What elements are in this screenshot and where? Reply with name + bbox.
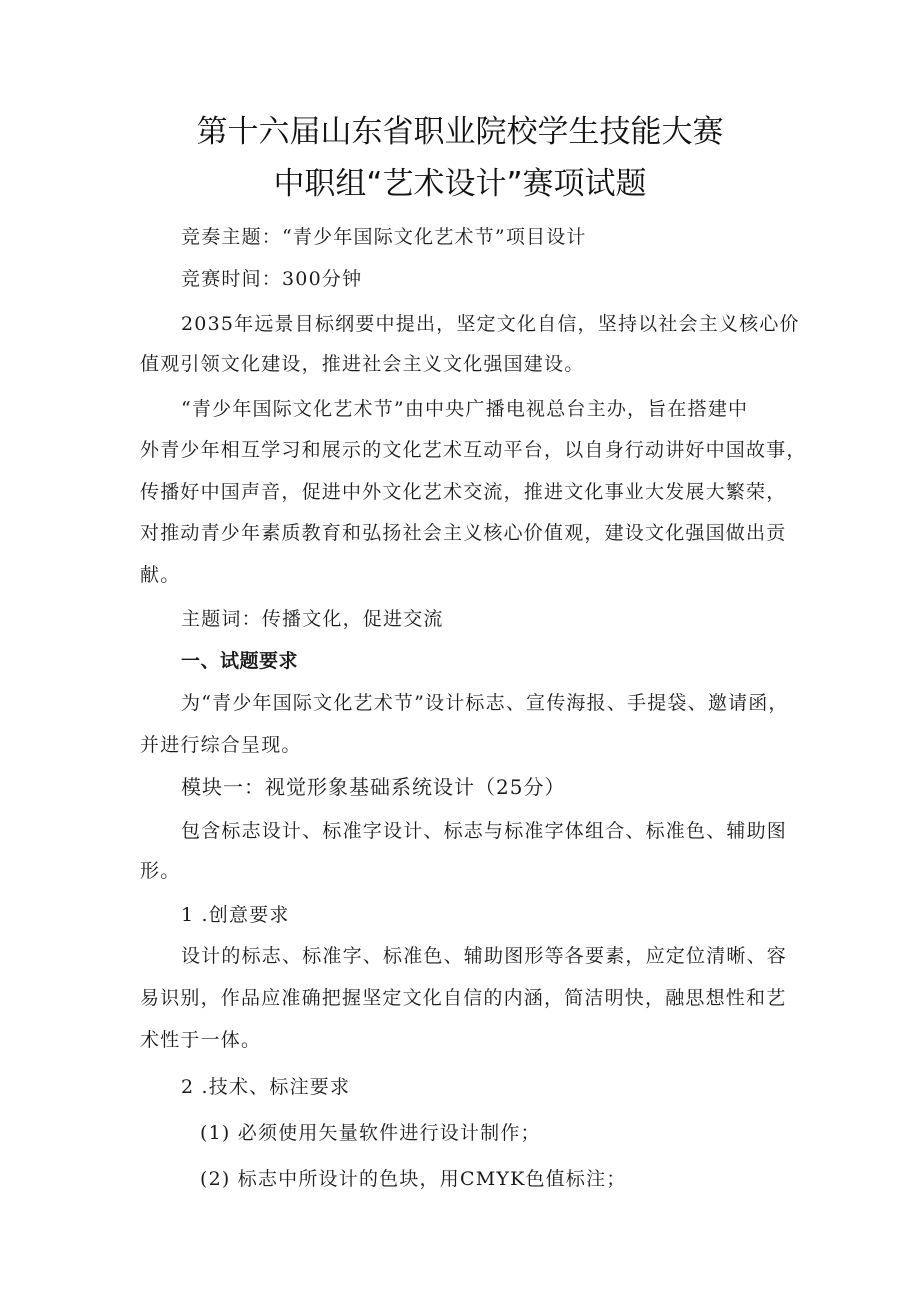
module-1-body-line-2: 形。: [140, 860, 181, 882]
item-1-body-line-3: 术性于一体。: [140, 1029, 262, 1051]
intro-paragraph-1-line-1: 2035年远景目标纲要中提出，坚定文化自信，坚持以社会主义核心价: [181, 313, 800, 335]
section-1-body-line-2: 并进行综合呈现。: [140, 734, 302, 756]
intro-paragraph-2-line-1: “青少年国际文化艺术节”由中央广播电视总台主办，旨在搭建中: [181, 398, 749, 420]
item-2-list-entry-1: (1) 必须使用矢量软件进行设计制作；: [200, 1122, 541, 1144]
competition-theme: 竞奏主题：“青少年国际文化艺术节”项目设计: [181, 226, 587, 248]
intro-paragraph-2-line-4: 对推动青少年素质教育和弘扬社会主义核心价值观，建设文化强国做出贡: [140, 522, 787, 544]
competition-time: 竞赛时间：300分钟: [181, 268, 363, 290]
module-1-body-line-1: 包含标志设计、标准字设计、标志与标准字体组合、标准色、辅助图: [181, 820, 788, 842]
item-2-list-entry-2: (2) 标志中所设计的色块，用CMYK色值标注；: [200, 1168, 627, 1190]
section-1-body-line-1: 为“青少年国际文化艺术节”设计标志、宣传海报、手提袋、邀请函，: [181, 692, 789, 714]
intro-paragraph-1-line-2: 值观引领文化建设，推进社会主义文化强国建设。: [140, 353, 585, 375]
intro-paragraph-2-line-5: 献。: [140, 564, 181, 586]
module-1-heading: 模块一：视觉形象基础系统设计（25分）: [181, 775, 566, 799]
theme-keywords: 主题词：传播文化，促进交流: [181, 608, 444, 630]
section-1-heading: 一、试题要求: [181, 650, 299, 672]
item-2-heading: 2 .技术、标注要求: [181, 1076, 351, 1098]
intro-paragraph-2-line-2: 外青少年相互学习和展示的文化艺术互动平台，以自身行动讲好中国故事，: [140, 439, 807, 461]
item-1-body-line-1: 设计的标志、标准字、标准色、辅助图形等各要素，应定位清晰、容: [181, 945, 788, 967]
item-1-heading: 1 .创意要求: [181, 904, 290, 926]
item-1-body-line-2: 易识别，作品应准确把握坚定文化自信的内涵，简洁明快，融思想性和艺: [140, 987, 787, 1009]
document-title-line-2: 中职组“艺术设计”赛项试题: [273, 166, 647, 202]
intro-paragraph-2-line-3: 传播好中国声音，促进中外文化艺术交流，推进文化事业大发展大繁荣，: [140, 481, 787, 503]
document-title-line-1: 第十六届山东省职业院校学生技能大赛: [196, 114, 724, 150]
